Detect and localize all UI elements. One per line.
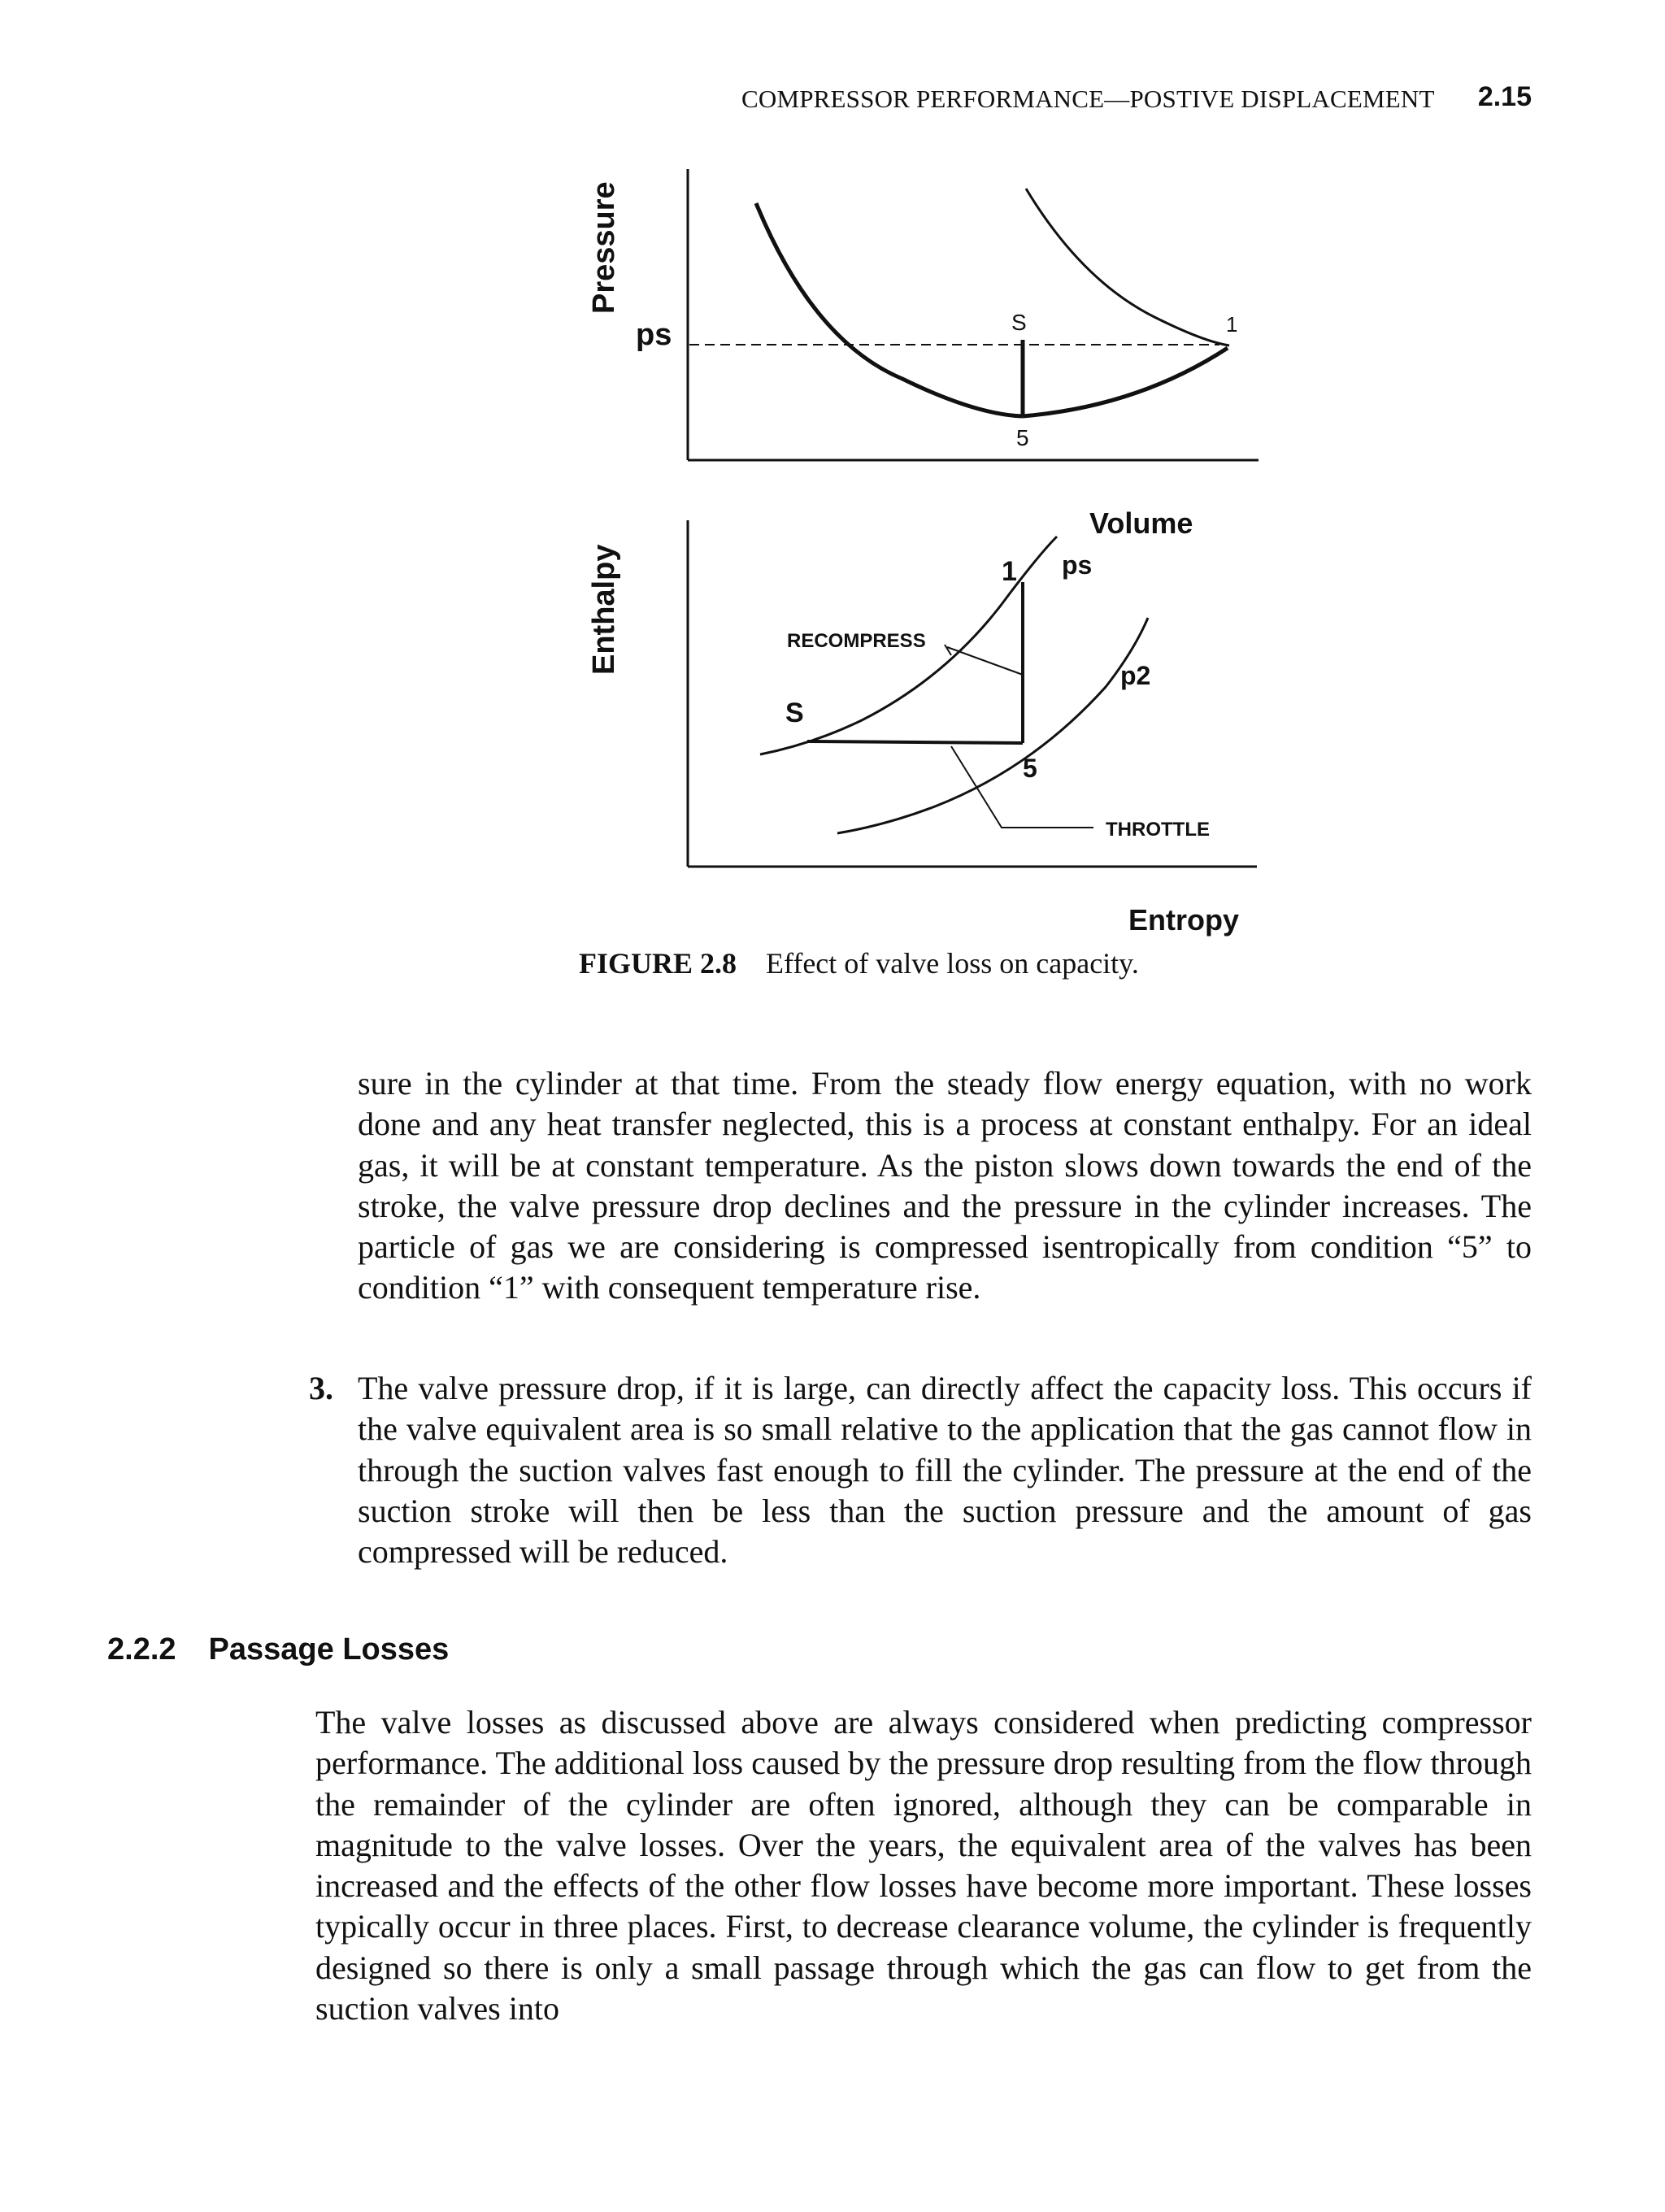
pv-point-1: 1 [1226, 312, 1238, 337]
figure-diagrams [0, 0, 1665, 1016]
list-item-number: 3. [309, 1370, 333, 1406]
pv-bottom-right-curve [1023, 348, 1228, 416]
pv-left-curve [756, 203, 1023, 416]
hs-recompress-label: RECOMPRESS [787, 630, 926, 652]
hs-recompress-leader [947, 647, 1023, 675]
hs-ps-label: ps [1062, 550, 1093, 580]
hs-point-5: 5 [1023, 754, 1037, 783]
pv-right-curve [1026, 189, 1229, 345]
paragraph-passage-losses: The valve losses as discussed above are always considered when predicting compressor performance. The additional loss caused by the pressure drop resulting from the flow through the remainder of the cylinder are often ignored, although they can be comparable in magnitude to the valve losses. Over the years, the equivalent area of the valves has been increased and the effects of the other flow losses have become more important. These losses typically occur in three places. First, to decrease clearance volume, the cylinder is frequently designed so there is only a small passage through which the gas can flow to get from the suction valves into [315, 1704, 1532, 2027]
pv-labels [587, 181, 1237, 540]
hs-throttle-label: THROTTLE [1106, 819, 1210, 841]
hs-p2-label: p2 [1120, 661, 1151, 690]
pv-ps-label: ps [636, 318, 672, 352]
hs-throttle-line [807, 741, 1023, 743]
figure-caption-text: Effect of valve loss on capacity. [766, 947, 1139, 980]
pv-point-5: 5 [1016, 425, 1029, 450]
figure-caption [579, 946, 1139, 980]
hs-point-1: 1 [1002, 556, 1017, 587]
paragraph-continued: sure in the cylinder at that time. From the steady flow energy equation, with no work done and any heat transfer neglected, this is a process at constant enthalpy. For an ideal gas, it will be at constant temperature. As the piston slows down towards the end of the stroke, the valve pressure drop declines and the pressure in the cylinder increases. The particle of gas we are considering is compressed isentropically from condition “5” to condition “1” with consequent temperature rise. [358, 1065, 1532, 1306]
section-title: Passage Losses [208, 1632, 450, 1667]
running-title: COMPRESSOR PERFORMANCE—POSTIVE DISPLACEMENT [741, 85, 1435, 113]
section-number: 2.2.2 [107, 1632, 176, 1667]
page-number: 2.15 [1477, 81, 1532, 112]
figure-2-8 [0, 0, 1665, 1016]
pv-point-s: S [1011, 310, 1027, 335]
hs-recompress-tick [945, 645, 951, 655]
pv-x-label: Volume [1089, 506, 1193, 540]
hs-point-s: S [785, 697, 804, 728]
pv-diagram [688, 169, 1259, 460]
list-item-3 [309, 1368, 1532, 1572]
section-heading [107, 1632, 449, 1667]
hs-diagram [688, 520, 1257, 867]
hs-x-label: Entropy [1128, 903, 1240, 937]
hs-y-label: Enthalpy [587, 544, 621, 675]
list-item-text: The valve pressure drop, if it is large, can directly affect the capacity loss. This occurs if the valve equivalent area is so small relative to the application that the gas cannot flow in through the suction valves fast enough to fill the cylinder. The pressure at the end of the suction stroke will then be less than the suction pressure and the amount of gas compressed will be reduced. [358, 1370, 1532, 1571]
figure-caption-label: FIGURE 2.8 [579, 947, 737, 980]
pv-y-label: Pressure [587, 181, 621, 314]
hs-labels [587, 545, 1239, 937]
